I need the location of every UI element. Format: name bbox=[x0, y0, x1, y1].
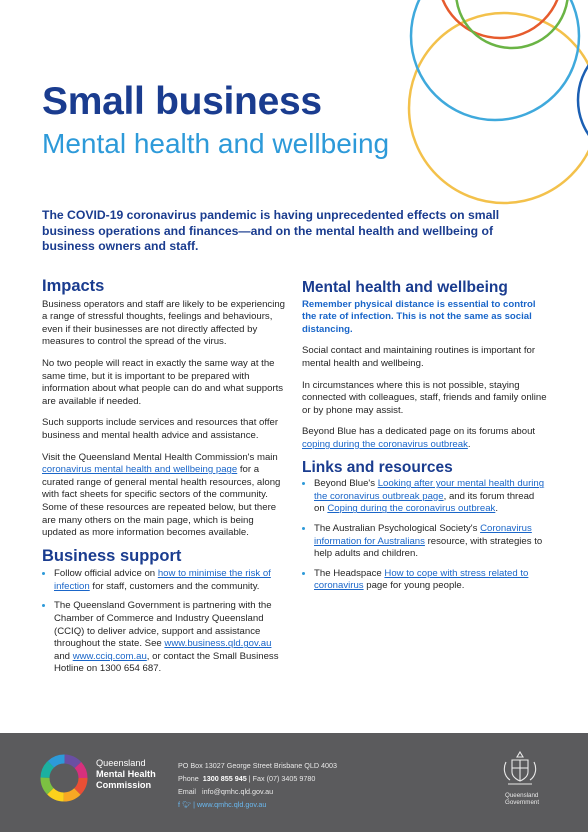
qmhc-logo-icon bbox=[38, 752, 90, 804]
web-line bbox=[178, 798, 337, 811]
facebook-icon[interactable]: f bbox=[178, 800, 180, 809]
website-link[interactable]: | www.qmhc.qld.gov.au bbox=[193, 800, 267, 809]
business-support-heading: Business support bbox=[42, 546, 182, 565]
queensland-crest-icon bbox=[498, 748, 542, 792]
list-item: • Follow official advice on how to minimise the risk of infection for staff, customers and the community. bbox=[54, 568, 287, 593]
list-item: • The Australian Psychological Society's Coronavirus information for Australians resource, with strategies to help adults and children. bbox=[314, 523, 547, 561]
mental-health-paragraph: In circumstances where this is not possible, staying connected with colleagues, staff, friends and family online or by phone may assist. bbox=[302, 379, 547, 416]
impacts-heading: Impacts bbox=[42, 277, 105, 295]
mental-health-heading: Mental health and wellbeing bbox=[302, 279, 508, 296]
list-item: • Beyond Blue's Looking after your mental health during the coronavirus outbreak page, and its forum thread on Coping during the coronavirus outbreak. bbox=[314, 478, 547, 516]
page-subtitle: Mental health and wellbeing bbox=[42, 128, 390, 159]
mental-health-paragraph: Social contact and maintaining routines is important for mental health and wellbeing. bbox=[302, 345, 536, 369]
intro-text: The COVID-19 coronavirus pandemic is having unprecedented effects on small business operations and finances—and on the mental health and wellbeing of business owners and staff. bbox=[42, 208, 500, 253]
minimise-risk-link[interactable]: how to minimise the risk of infection bbox=[54, 568, 271, 592]
beyond-blue-link[interactable]: Looking after your mental health during the coronavirus outbreak page bbox=[314, 478, 545, 502]
impacts-paragraph: Business operators and staff are likely to be experiencing a range of stressful thoughts, feelings and behaviours, even if their businesses are not directly affected by measures to control the spread of the virus. bbox=[42, 298, 286, 348]
impacts-paragraph: Visit the Queensland Mental Health Commission's main coronavirus mental health and wellbeing page for a curated range of general mental health resources, along with fact sheets for specific sectors of the community. Some of these resources are repeated below, but there are many others on the main page, which is being updated as more information becomes available. bbox=[42, 451, 281, 539]
aps-coronavirus-link[interactable]: Coronavirus information for Australians bbox=[314, 522, 532, 547]
business-qld-link[interactable]: www.business.qld.gov.au bbox=[164, 638, 272, 650]
qmhc-logo-text: Queensland Mental Health Commission bbox=[96, 758, 156, 790]
twitter-icon[interactable]: 🐦︎ bbox=[182, 800, 192, 809]
right-column bbox=[302, 279, 547, 601]
page-title: Small business bbox=[42, 80, 322, 123]
list-item: • The Headspace How to cope with stress related to coronavirus page for young people. bbox=[314, 568, 547, 593]
phone-line: Phone 1300 855 945 | Fax (07) 3405 9780 bbox=[178, 774, 316, 783]
email-link[interactable]: info@qmhc.qld.gov.au bbox=[201, 787, 274, 796]
cciq-link[interactable]: www.cciq.com.au bbox=[72, 650, 147, 662]
impacts-paragraph: No two people will react in exactly the same way at the same time, but it is important to be prepared with information about what people can do and what supports are available if needed. bbox=[42, 357, 284, 407]
impacts-paragraph: Such supports include services and resources that offer business and mental health advice and assistance. bbox=[42, 417, 279, 441]
left-column bbox=[42, 277, 287, 684]
coping-outbreak-link[interactable]: coping during the coronavirus outbreak bbox=[302, 438, 468, 450]
physical-distance-note: Remember physical distance is essential to control the rate of infection. This is not the same as social distancing. bbox=[302, 298, 536, 335]
address: PO Box 13027 George Street Brisbane QLD 4003 bbox=[178, 761, 338, 770]
headspace-link[interactable]: How to cope with stress related to coronavirus bbox=[314, 567, 529, 592]
links-heading: Links and resources bbox=[302, 458, 453, 476]
links-list bbox=[302, 478, 547, 593]
business-support-list bbox=[42, 568, 287, 676]
email-line: Email info@qmhc.qld.gov.au bbox=[178, 787, 274, 796]
mental-health-paragraph: Beyond Blue has a dedicated page on its forums about coping during the coronavirus outbreak. bbox=[302, 426, 536, 450]
beyond-blue-forum-link[interactable]: Coping during the coronavirus outbreak bbox=[327, 503, 496, 515]
qmhc-coronavirus-link[interactable]: coronavirus mental health and wellbeing page bbox=[42, 464, 238, 476]
list-item: • The Queensland Government is partnering with the Chamber of Commerce and Industry Queensland (CCIQ) to deliver advice, support and assistance throughout the state. See www.business.qld.gov.au and www.cciq.com.au, or contact the Small Business Hotline on 1300 654 687. bbox=[54, 600, 287, 676]
contact-details bbox=[178, 759, 337, 811]
queensland-government-logo-text: Queensland Government bbox=[505, 792, 540, 806]
